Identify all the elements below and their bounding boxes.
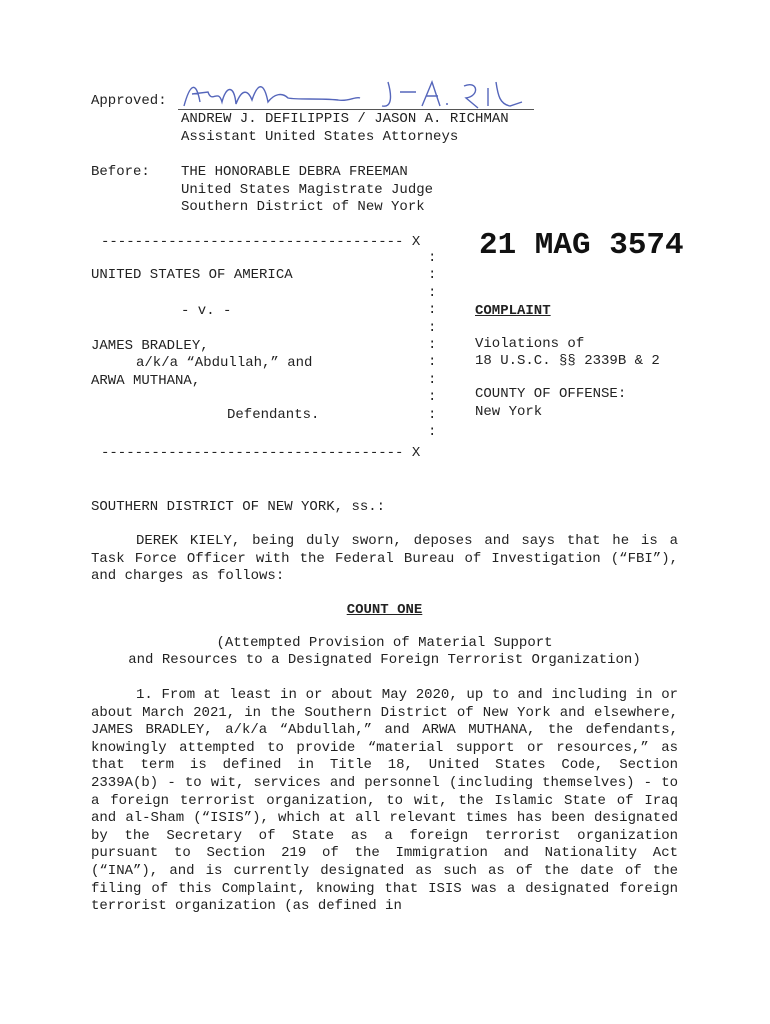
intro-paragraph: DEREK KIELY, being duly sworn, deposes and says that he is a Task Force Officer with the Federal Bureau of Investigation (“FBI”), and charges as follows: xyxy=(91,533,678,585)
signature-image xyxy=(178,76,538,112)
defendants-label: Defendants. xyxy=(227,407,320,423)
approved-label: Approved: xyxy=(91,93,167,109)
judge-name: THE HONORABLE DEBRA FREEMAN xyxy=(181,164,408,180)
judge-district: Southern District of New York xyxy=(181,199,425,215)
count-subtitle-1: (Attempted Provision of Material Support xyxy=(216,635,553,651)
defendant-2: ARWA MUTHANA, xyxy=(91,373,201,389)
caption-bottom-rule: ------------------------------------ X xyxy=(101,445,421,461)
approval-signers: ANDREW J. DEFILIPPIS / JASON A. RICHMAN xyxy=(181,111,509,127)
county-label: COUNTY OF OFFENSE: xyxy=(475,386,627,402)
plaintiff-name: UNITED STATES OF AMERICA xyxy=(91,267,293,283)
violations-line-1: Violations of xyxy=(475,336,585,352)
docket-number: 21 MAG 3574 xyxy=(479,228,684,263)
county-value: New York xyxy=(475,404,543,420)
signature-line xyxy=(178,109,534,110)
judge-title: United States Magistrate Judge xyxy=(181,182,434,198)
paragraph-1: 1. From at least in or about May 2020, up to and including in or about March 2021, in the Southern District of New York and elsewhere, JAMES BRADLEY, a/k/a “Abdullah,” and ARWA MUTHANA, the defendants, knowingly attempted to provide “material support or resources,” as that term is defined in Title 18, United States Code, Section 2339A(b) - to wit, services and personnel (including themselves) - to a foreign terrorist organization, to wit, the Islamic State of Iraq and al-Sham (“ISIS”), which at all relevant times has been designated by the Secretary of State as a foreign terrorist organization pursuant to Section 219 of the Immigration and Nationality Act (“INA”), and is currently designated as such as of the date of the filing of this Complaint, knowing that ISIS was a designated foreign terrorist organization (as defined in xyxy=(91,687,678,915)
venue-line: SOUTHERN DISTRICT OF NEW YORK, ss.: xyxy=(91,499,386,515)
count-heading: COUNT ONE xyxy=(346,602,423,618)
count-subtitle-2: and Resources to a Designated Foreign Terrorist Organization) xyxy=(128,652,641,668)
defendant-1: JAMES BRADLEY, xyxy=(91,338,209,354)
before-label: Before: xyxy=(91,164,150,180)
violations-line-2: 18 U.S.C. §§ 2339B & 2 xyxy=(475,353,660,369)
versus-label: - v. - xyxy=(181,303,232,319)
defendant-alias: a/k/a “Abdullah,” and xyxy=(136,355,313,371)
approval-title: Assistant United States Attorneys xyxy=(181,129,459,145)
caption-colon-column: : : : : : : : : : : : xyxy=(428,250,437,441)
caption-top-rule: ------------------------------------ X xyxy=(101,234,421,250)
complaint-heading: COMPLAINT xyxy=(475,303,551,319)
